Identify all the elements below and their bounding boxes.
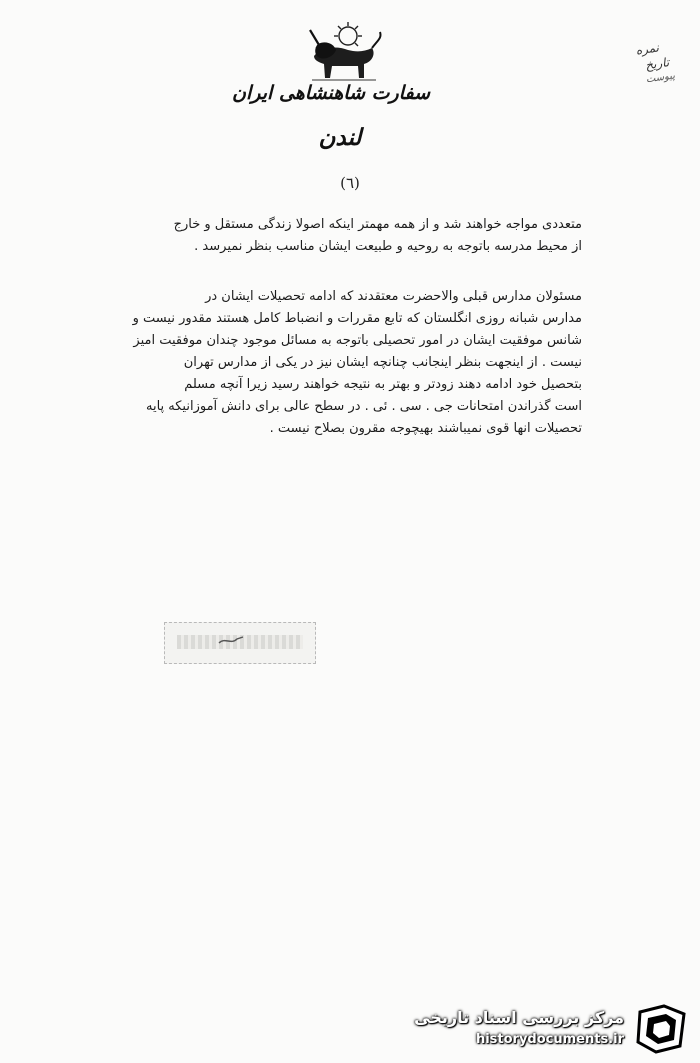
- margin-note-line: پیوست: [645, 70, 676, 86]
- text-line: متعددی مواجه خواهند شد و از همه مهمتر اینکه اصولا زندگی مستقل و خارج: [173, 217, 582, 232]
- lion-and-sun-emblem-icon: [292, 18, 384, 88]
- margin-note-line: نمره: [634, 40, 660, 58]
- text-line: نیست . از اینجهت بنظر اینجانب چنانچه ایشان نیز در یکی از مدارس تهران: [183, 355, 582, 370]
- margin-note-line: تاریخ: [644, 55, 670, 73]
- text-line: مدارس شبانه روزی انگلستان که تابع مقررات و انضباط کامل هستند مقدور نیست و: [132, 311, 582, 326]
- text-line: است گذراندن امتحانات جی . سی . ئی . در سطح عالی برای دانش آموزانیکه پایه: [145, 399, 582, 414]
- watermark-title: مرکز بررسی اسناد تاریخی: [414, 1008, 624, 1027]
- text-line: از محیط مدرسه باتوجه به روحیه و طبیعت ایشان مناسب بنظر نمیرسد .: [194, 239, 582, 254]
- watermark-url: historydocuments.ir: [475, 1032, 624, 1047]
- faded-stamp: [164, 622, 316, 664]
- text-line: تحصیلات انها قوی نمیباشند بهیچوجه مقرون بصلاح نیست .: [269, 421, 582, 436]
- text-line: شانس موفقیت ایشان در امور تحصیلی باتوجه به مسائل موجود چندان موفقیت امیز: [133, 333, 582, 348]
- text-line: مسئولان مدارس قبلی والاحضرت معتقدند که ادامه تحصیلات ایشان در: [205, 289, 582, 304]
- stamp-mark-icon: [217, 633, 245, 647]
- city-name: لندن: [318, 124, 362, 151]
- page-number: (٦): [340, 174, 360, 192]
- archive-watermark: [410, 990, 700, 1063]
- body-paragraph: [174, 214, 582, 258]
- embassy-name: سفارت شاهنشاهی ایران: [232, 82, 430, 104]
- margin-handwritten-note: [590, 39, 677, 106]
- body-paragraph: [133, 286, 582, 440]
- text-line: بتحصیل خود ادامه دهند زودتر و بهتر به نتیجه خواهند رسید زیرا آنچه مسلم: [184, 377, 582, 392]
- archive-logo-icon: [634, 1002, 690, 1054]
